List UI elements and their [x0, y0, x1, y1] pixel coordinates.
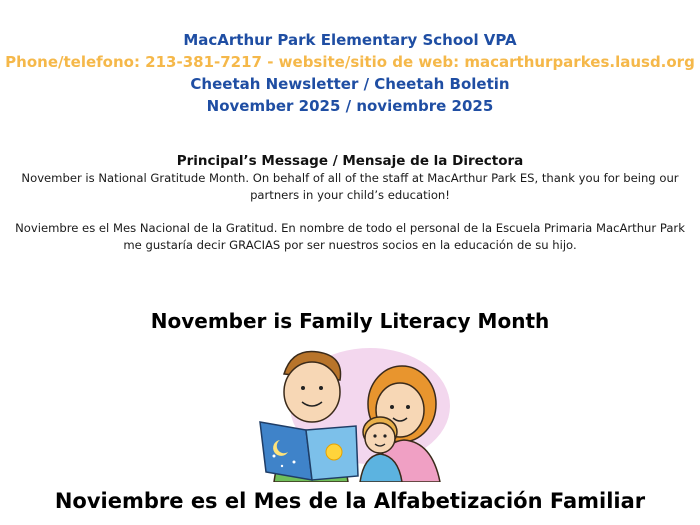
- principal-message-english: November is National Gratitude Month. On behalf of all of the staff at MacArthur Park ES, thank you for being our partners in your child’s education!: [21, 171, 679, 202]
- contact-info: Phone/telefono: 213-381-7217 - website/sitio de web: macarthurparkes.lausd.org: [5, 53, 695, 71]
- family-literacy-title-spanish: Noviembre es el Mes de la Alfabetización Familiar: [54, 489, 646, 513]
- book-sun: [326, 444, 342, 460]
- principal-message-title: Principal’s Message / Mensaje de la Directora: [176, 153, 524, 169]
- school-name: MacArthur Park Elementary School VPA: [183, 31, 517, 49]
- principal-message-spanish: Noviembre es el Mes Nacional de la Gratitud. En nombre de todo el personal de la Escuela Primaria MacArthur Park me gustaría decir GRACIAS por ser nuestros socios en la educación de su hijo.: [15, 221, 685, 252]
- principal-message-section: [0, 152, 700, 254]
- father-face: [284, 362, 340, 422]
- newsletter-title: Cheetah Newsletter / Cheetah Boletin: [190, 75, 510, 93]
- family-reading-illustration: [252, 344, 452, 482]
- family-literacy-title-english: November is Family Literacy Month: [150, 309, 550, 333]
- newsletter-date: November 2025 / noviembre 2025: [206, 97, 494, 115]
- child-face: [365, 423, 395, 453]
- book-left-page: [260, 422, 312, 480]
- newsletter-header: [0, 29, 700, 117]
